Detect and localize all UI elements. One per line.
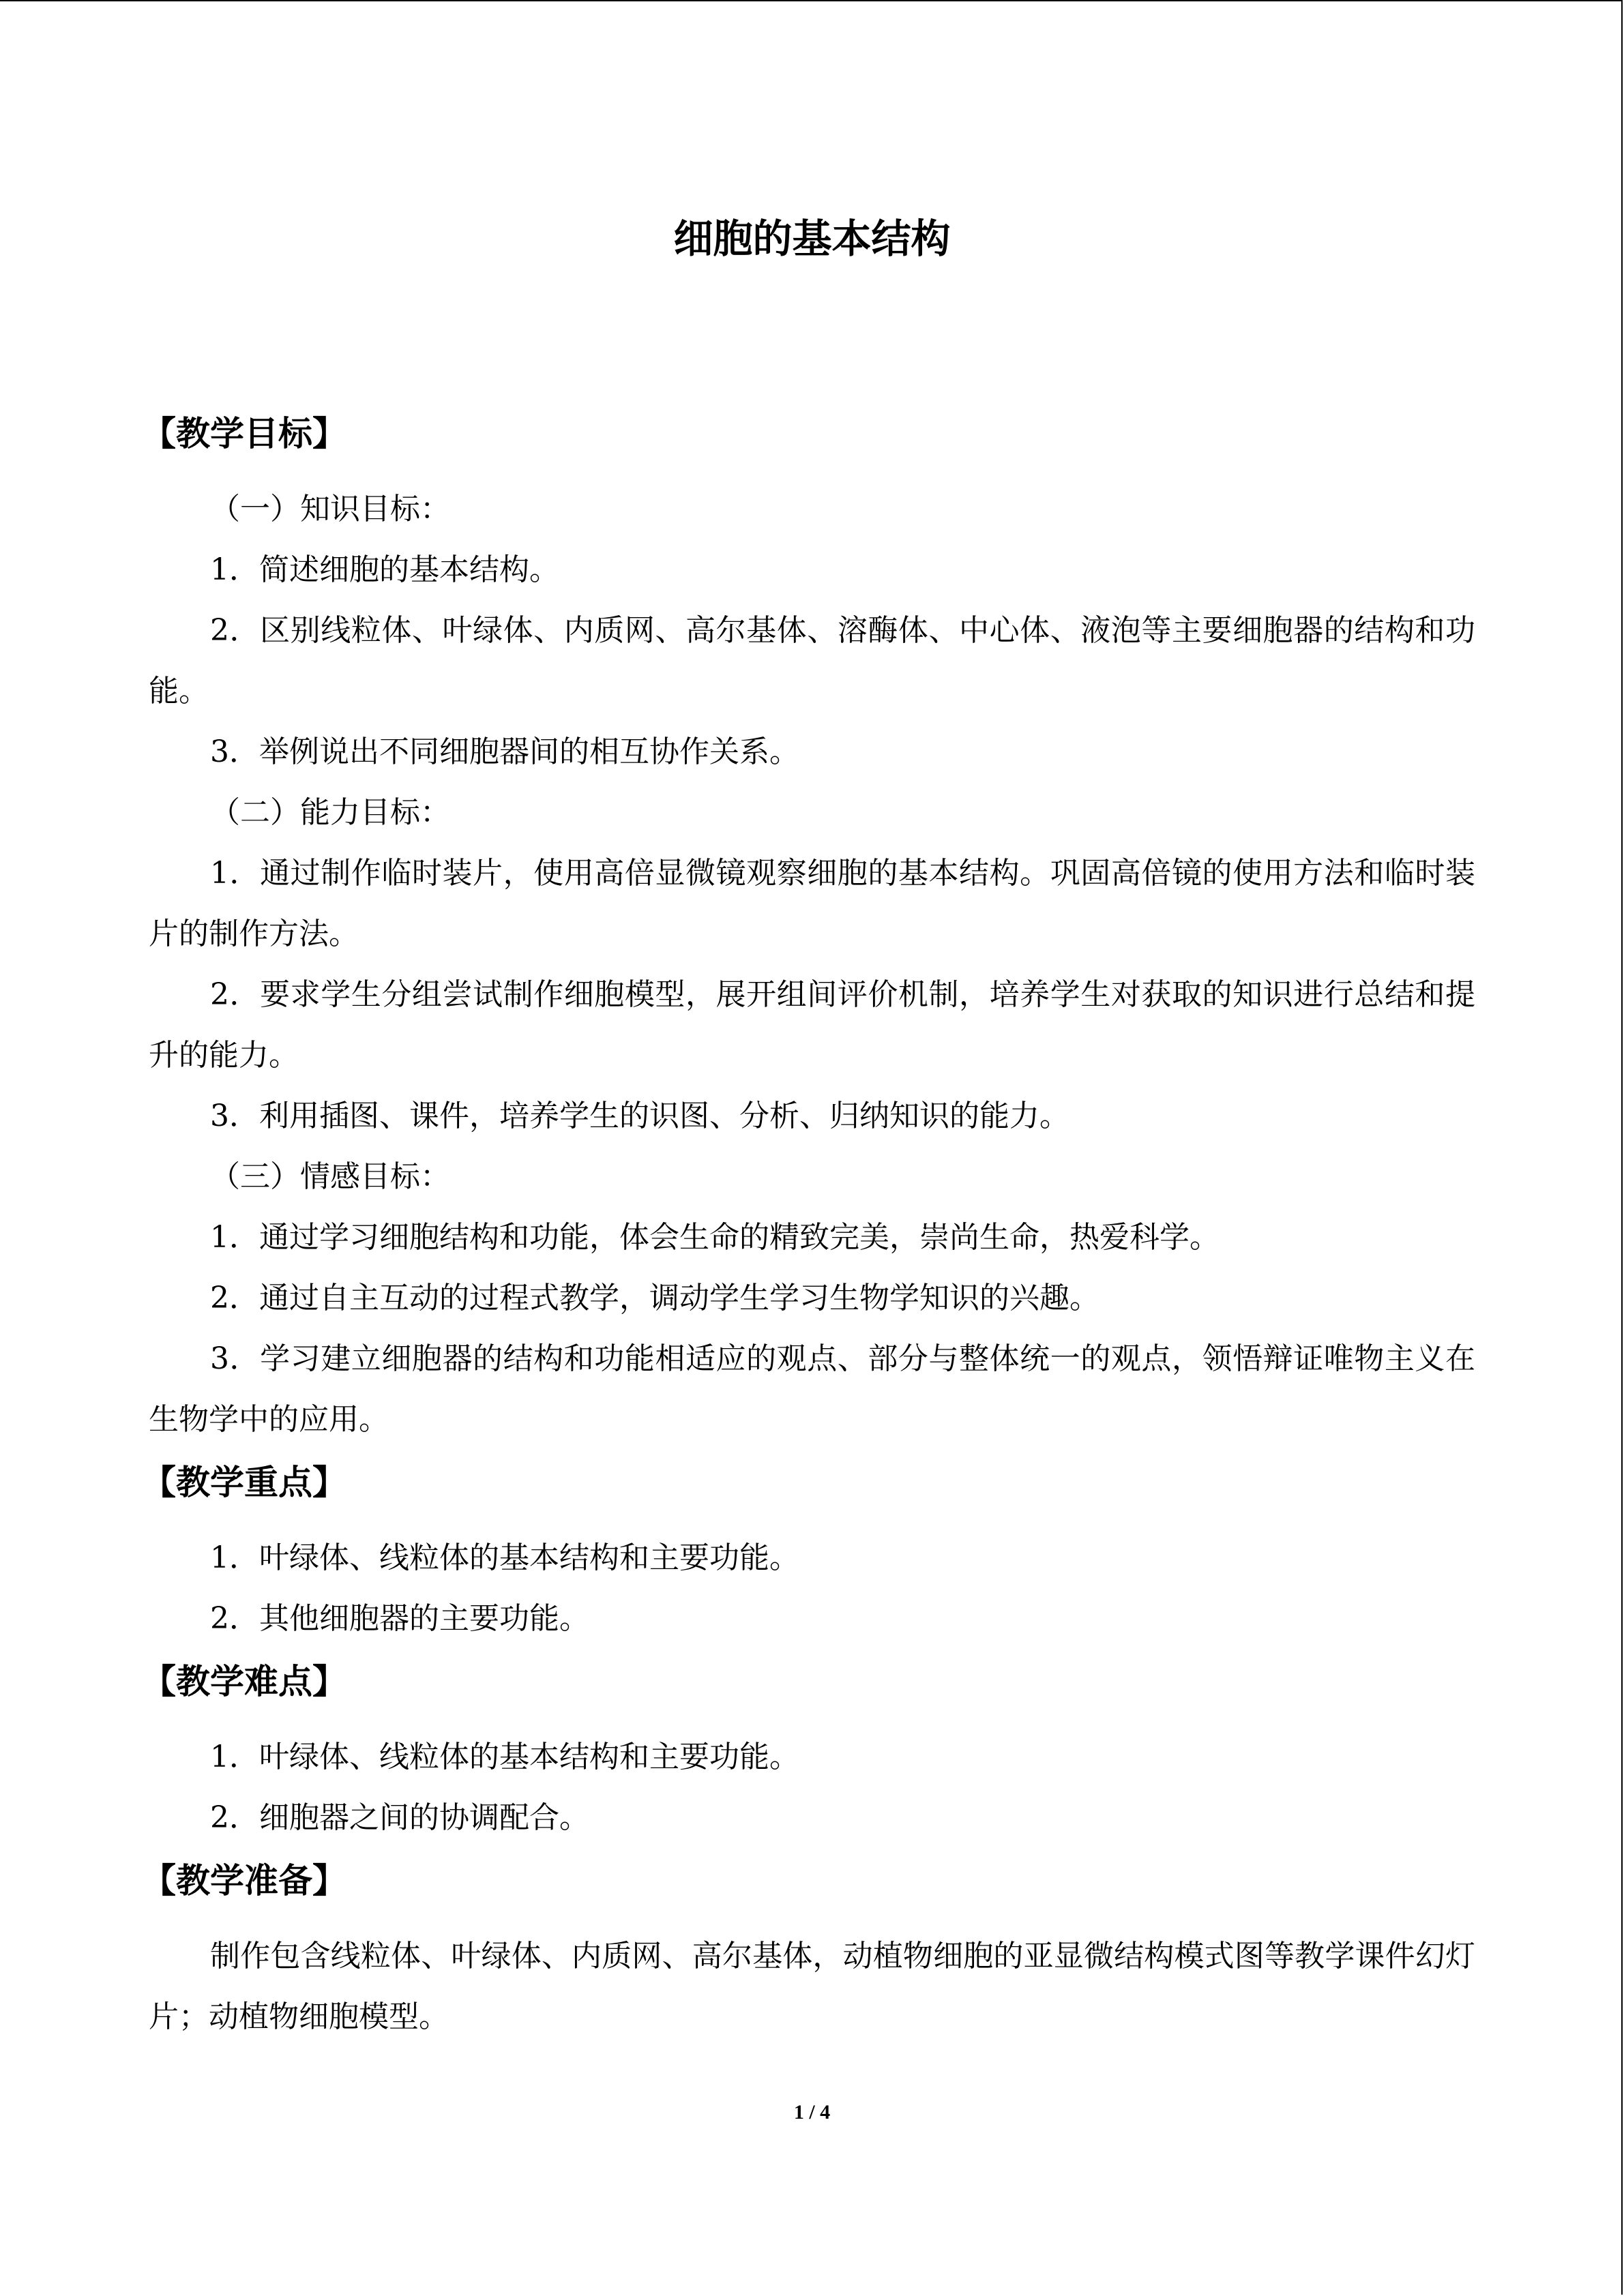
paragraph: （一）知识目标： bbox=[210, 492, 450, 526]
section-heading: 【教学准备】 bbox=[142, 1861, 346, 1900]
paragraph: 1．简述细胞的基本结构。 bbox=[210, 552, 559, 587]
paragraph: 2．细胞器之间的协调配合。 bbox=[210, 1800, 589, 1835]
paragraph: 1．通过制作临时装片，使用高倍显微镜观察细胞的基本结构。巩固高倍镜的使用方法和临时装片的制作方法。 bbox=[149, 856, 1475, 951]
section-teaching-key-points bbox=[142, 1457, 1475, 1649]
section-heading: 【教学难点】 bbox=[142, 1662, 346, 1701]
section-heading: 【教学重点】 bbox=[142, 1463, 346, 1502]
paragraph: 2．要求学生分组尝试制作细胞模型，展开组间评价机制，培养学生对获取的知识进行总结和提升的能力。 bbox=[149, 977, 1475, 1073]
paragraph: 1．叶绿体、线粒体的基本结构和主要功能。 bbox=[210, 1540, 799, 1575]
paragraph: 制作包含线粒体、叶绿体、内质网、高尔基体，动植物细胞的亚显微结构模式图等教学课件幻灯片；动植物细胞模型。 bbox=[149, 1939, 1475, 2034]
paragraph: 2．通过自主互动的过程式教学，调动学生学习生物学知识的兴趣。 bbox=[210, 1281, 1099, 1315]
section-teaching-preparation bbox=[142, 1855, 1475, 2047]
paragraph: （二）能力目标： bbox=[210, 795, 450, 830]
paragraph: 3．利用插图、课件，培养学生的识图、分析、归纳知识的能力。 bbox=[210, 1099, 1069, 1133]
section-teaching-difficulties bbox=[142, 1656, 1475, 1848]
paragraph: 2．其他细胞器的主要功能。 bbox=[210, 1601, 589, 1636]
section-teaching-objectives bbox=[142, 408, 1475, 1450]
paragraph: 1．叶绿体、线粒体的基本结构和主要功能。 bbox=[210, 1740, 799, 1774]
paragraph: （三）情感目标： bbox=[210, 1159, 450, 1194]
paragraph: 1．通过学习细胞结构和功能，体会生命的精致完美，崇尚生命，热爱科学。 bbox=[210, 1220, 1220, 1255]
section-heading: 【教学目标】 bbox=[142, 414, 346, 453]
page-number: 1 / 4 bbox=[793, 2101, 831, 2123]
paragraph: 2．区别线粒体、叶绿体、内质网、高尔基体、溶酶体、中心体、液泡等主要细胞器的结构和功能。 bbox=[149, 613, 1475, 709]
document-body bbox=[142, 211, 1475, 2054]
paragraph: 3．学习建立细胞器的结构和功能相适应的观点、部分与整体统一的观点，领悟辩证唯物主义在生物学中的应用。 bbox=[149, 1341, 1475, 1437]
document-title: 细胞的基本结构 bbox=[673, 215, 951, 262]
paragraph: 3．举例说出不同细胞器间的相互协作关系。 bbox=[210, 734, 799, 769]
